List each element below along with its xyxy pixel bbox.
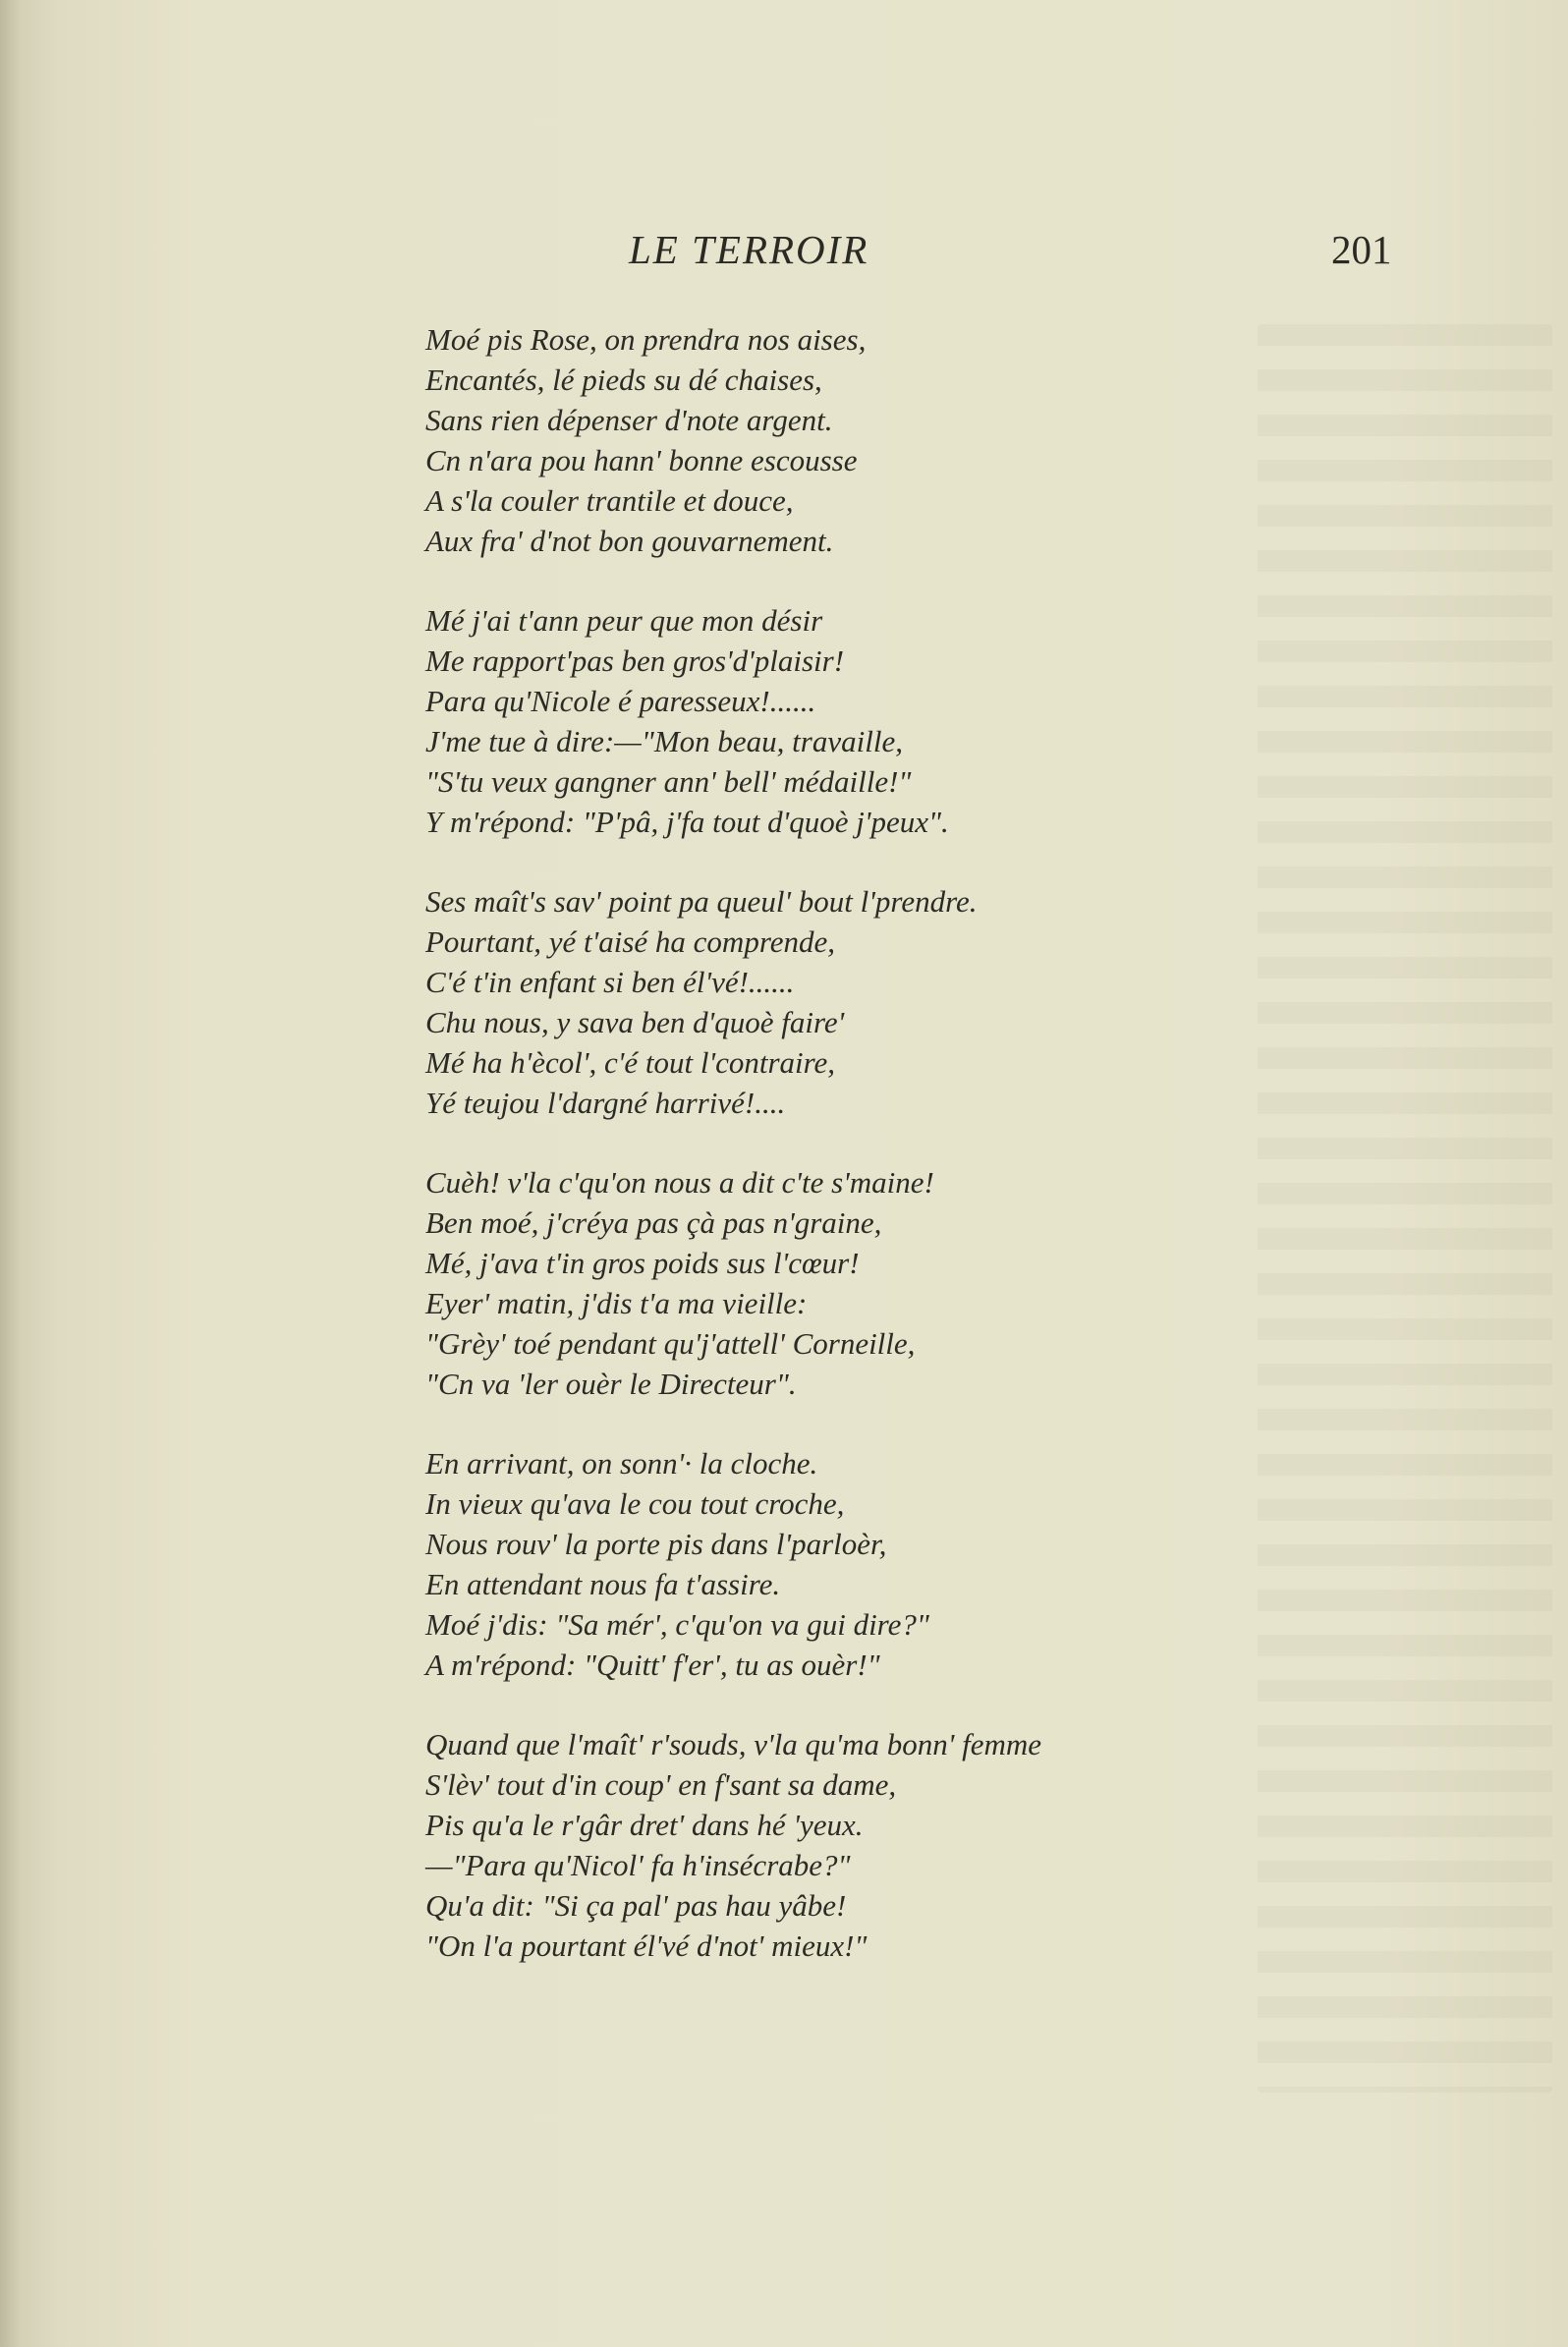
stanza bbox=[425, 1162, 1310, 1404]
verse-line: Pourtant, yé t'aisé ha comprende, bbox=[425, 924, 836, 959]
verse-line: Aux fra' d'not bon gouvarnement. bbox=[425, 524, 834, 558]
verse-line: Sans rien dépenser d'note argent. bbox=[425, 403, 833, 437]
verse-line: Cn n'ara pou hann' bonne escousse bbox=[425, 443, 858, 477]
poem bbox=[425, 319, 1310, 2005]
verse-line: Y m'répond: "P'pâ, j'fa tout d'quoè j'peux". bbox=[425, 805, 949, 839]
verse-line: A s'la couler trantile et douce, bbox=[425, 483, 794, 518]
verse-line: Nous rouv' la porte pis dans l'parloèr, bbox=[425, 1527, 887, 1561]
verse-line: S'lèv' tout d'in coup' en f'sant sa dame, bbox=[425, 1767, 897, 1802]
verse-line: En attendant nous fa t'assire. bbox=[425, 1567, 781, 1601]
verse-line: "S'tu veux gangner ann' bell' médaille!" bbox=[425, 764, 912, 799]
verse-line: En arrivant, on sonn'· la cloche. bbox=[425, 1446, 818, 1481]
verse-line: Moé pis Rose, on prendra nos aises, bbox=[425, 322, 867, 357]
verse-line: Me rapport'pas ben gros'd'plaisir! bbox=[425, 643, 845, 678]
verse-line: Cuèh! v'la c'qu'on nous a dit c'te s'maine! bbox=[425, 1165, 934, 1200]
page-header bbox=[0, 226, 1568, 285]
stanza bbox=[425, 1724, 1310, 1966]
verse-line: Mé j'ai t'ann peur que mon désir bbox=[425, 603, 823, 638]
verse-line: "Cn va 'ler ouèr le Directeur". bbox=[425, 1367, 797, 1401]
verse-line: Yé teujou l'dargné harrivé!.... bbox=[425, 1086, 786, 1120]
verse-line: Ses maît's sav' point pa queul' bout l'prendre. bbox=[425, 884, 978, 919]
verse-line: Qu'a dit: "Si ça pal' pas hau yâbe! bbox=[425, 1888, 847, 1923]
verse-line: Chu nous, y sava ben d'quoè faire' bbox=[425, 1005, 845, 1039]
verse-line: Mé, j'ava t'in gros poids sus l'cœur! bbox=[425, 1246, 860, 1280]
verse-line: J'me tue à dire:—"Mon beau, travaille, bbox=[425, 724, 903, 758]
verse-line: A m'répond: "Quitt' f'er', tu as ouèr!" bbox=[425, 1648, 880, 1682]
verse-line: C'é t'in enfant si ben él'vé!...... bbox=[425, 965, 795, 999]
verse-line: —"Para qu'Nicol' fa h'insécrabe?" bbox=[425, 1848, 851, 1882]
verse-line: Para qu'Nicole é paresseux!...... bbox=[425, 684, 816, 718]
stanza bbox=[425, 1443, 1310, 1685]
verse-line: Ben moé, j'créya pas çà pas n'graine, bbox=[425, 1205, 882, 1240]
verse-line: Encantés, lé pieds su dé chaises, bbox=[425, 363, 822, 397]
page-gutter bbox=[0, 0, 22, 2347]
verse-line: Mé ha h'ècol', c'é tout l'contraire, bbox=[425, 1045, 836, 1080]
stanza bbox=[425, 881, 1310, 1123]
stanza bbox=[425, 600, 1310, 842]
verse-line: "Grèy' toé pendant qu'j'attell' Corneille, bbox=[425, 1326, 916, 1361]
verse-line: Moé j'dis: "Sa mér', c'qu'on va gui dire?" bbox=[425, 1607, 929, 1642]
running-title: LE TERROIR bbox=[629, 227, 869, 272]
verse-line: In vieux qu'ava le cou tout croche, bbox=[425, 1486, 845, 1521]
stanza bbox=[425, 319, 1310, 561]
verse-line: Quand que l'maît' r'souds, v'la qu'ma bonn' femme bbox=[425, 1727, 1042, 1761]
verse-line: Pis qu'a le r'gâr dret' dans hé 'yeux. bbox=[425, 1808, 864, 1842]
verse-line: Eyer' matin, j'dis t'a ma vieille: bbox=[425, 1286, 808, 1320]
verse-line: "On l'a pourtant él'vé d'not' mieux!" bbox=[425, 1928, 868, 1963]
page-number: 201 bbox=[1331, 227, 1392, 272]
